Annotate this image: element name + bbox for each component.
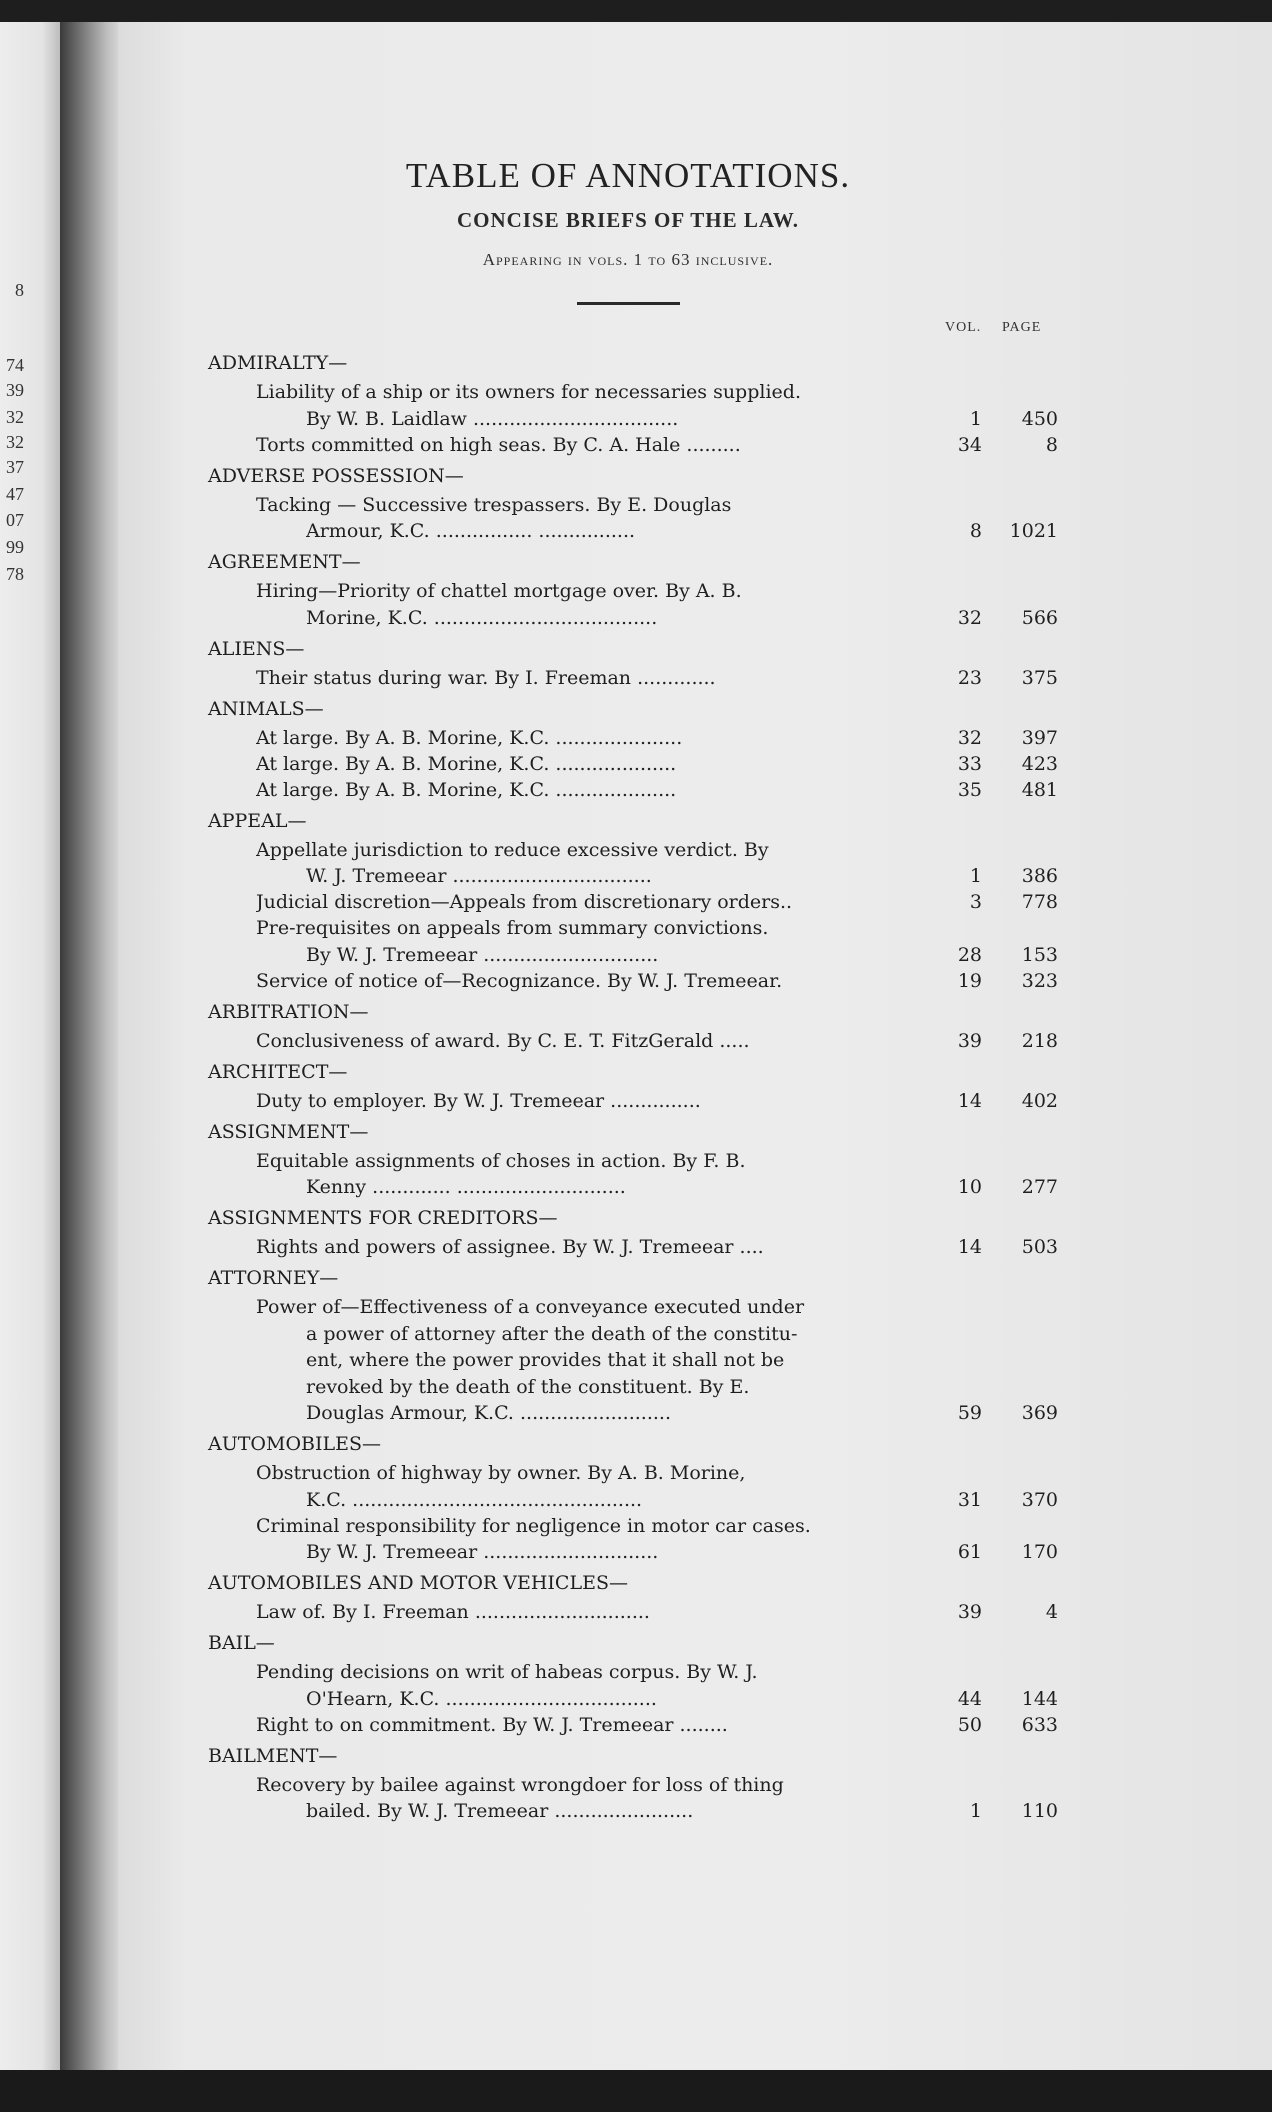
- entry-text: Pre-requisites on appeals from summary convictions.: [256, 917, 769, 939]
- column-header-vol: VOL.: [945, 320, 982, 335]
- left-page-margin-number: 32: [6, 407, 24, 427]
- entry-page: 633: [1021, 1713, 1058, 1736]
- entry-page: 8: [1045, 433, 1058, 456]
- section-heading: ALIENS—: [208, 637, 305, 660]
- bottom-shadow: [0, 2070, 1272, 2112]
- entry-text: By W. J. Tremeear .............................: [306, 1541, 659, 1563]
- title-rule: [577, 302, 680, 305]
- entry-volume: 8: [969, 520, 982, 542]
- entry-volume: 31: [957, 1488, 982, 1511]
- entry-text: Judicial discretion—Appeals from discretionary orders..: [256, 891, 793, 913]
- entry-volume: 28: [957, 943, 982, 966]
- entry-volume: 32: [957, 606, 982, 629]
- entry-volume: 61: [957, 1541, 982, 1563]
- entry-text: Conclusiveness of award. By C. E. T. FitzGerald .....: [256, 1029, 750, 1052]
- section-heading: ADVERSE POSSESSION—: [208, 464, 464, 487]
- entry-text: Rights and powers of assignee. By W. J. Tremeear ....: [256, 1236, 764, 1258]
- entry-text: Hiring—Priority of chattel mortgage over. By A. B.: [256, 580, 742, 602]
- entry-page: 153: [1021, 943, 1058, 966]
- entry-text: By W. J. Tremeear .............................: [306, 943, 659, 966]
- entry-page: 144: [1021, 1687, 1058, 1710]
- entry-text: Kenny ............. ............................: [306, 1176, 626, 1198]
- section-heading: ANIMALS—: [208, 697, 324, 720]
- entry-text: Equitable assignments of choses in action. By F. B.: [256, 1149, 746, 1172]
- entry-page: 481: [1021, 778, 1058, 801]
- entry-volume: 39: [957, 1029, 982, 1052]
- section-heading: AUTOMOBILES—: [208, 1433, 381, 1455]
- entry-volume: 1: [969, 865, 982, 887]
- entry-text: bailed. By W. J. Tremeear .......................: [306, 1800, 694, 1822]
- entry-volume: 50: [957, 1713, 982, 1736]
- entry-volume: 1: [969, 407, 982, 430]
- entry-volume: 14: [957, 1236, 982, 1258]
- entry-text: K.C. ................................................: [306, 1488, 643, 1511]
- entry-text: Douglas Armour, K.C. .........................: [306, 1402, 671, 1424]
- page-coverage-note: Appearing in vols. 1 to 63 inclusive.: [482, 250, 774, 269]
- entry-text: Power of—Effectiveness of a conveyance executed under: [256, 1296, 805, 1318]
- entry-text: W. J. Tremeear .................................: [306, 865, 652, 887]
- entry-page: 277: [1021, 1176, 1058, 1198]
- left-page-margin-number: 99: [6, 537, 24, 557]
- entry-page: 170: [1021, 1541, 1058, 1563]
- entry-text: ent, where the power provides that it shall not be: [306, 1349, 785, 1371]
- entry-text: By W. B. Laidlaw ..................................: [306, 407, 679, 430]
- entry-page: 386: [1021, 865, 1058, 887]
- entry-text: At large. By A. B. Morine, K.C. ....................: [256, 778, 677, 801]
- left-page-margin-number: 74: [6, 355, 24, 375]
- entry-page: 370: [1021, 1488, 1058, 1511]
- entry-text: Right to on commitment. By W. J. Tremeear ........: [256, 1713, 728, 1736]
- entry-text: a power of attorney after the death of the constitu-: [306, 1322, 798, 1345]
- entry-volume: 33: [957, 752, 982, 775]
- section-heading: ASSIGNMENT—: [208, 1120, 369, 1143]
- entry-page: 369: [1021, 1402, 1058, 1424]
- left-page-margin-number: 37: [6, 457, 24, 477]
- entry-volume: 39: [957, 1601, 982, 1623]
- entry-volume: 32: [957, 726, 982, 749]
- entry-text: Morine, K.C. .....................................: [306, 606, 658, 629]
- entry-volume: 35: [957, 778, 982, 801]
- entry-volume: 44: [957, 1687, 982, 1710]
- entry-text: At large. By A. B. Morine, K.C. ....................: [256, 752, 677, 775]
- section-heading: ASSIGNMENTS FOR CREDITORS—: [208, 1207, 558, 1229]
- section-heading: ARCHITECT—: [208, 1060, 348, 1083]
- entry-volume: 1: [969, 1800, 982, 1822]
- left-page-margin-number: 07: [6, 510, 24, 530]
- entry-text: Tacking — Successive trespassers. By E. Douglas: [256, 493, 732, 516]
- entry-page: 566: [1021, 606, 1058, 629]
- entry-text: revoked by the death of the constituent. By E.: [306, 1375, 750, 1398]
- section-heading: AUTOMOBILES AND MOTOR VEHICLES—: [208, 1572, 628, 1594]
- section-heading: APPEAL—: [208, 809, 307, 832]
- left-page-margin-number: 78: [6, 564, 24, 584]
- entry-volume: 23: [957, 666, 982, 689]
- entry-page: 1021: [1009, 520, 1058, 542]
- entry-volume: 14: [957, 1089, 982, 1112]
- page-title: TABLE OF ANNOTATIONS.: [405, 156, 851, 195]
- page-subtitle: CONCISE BRIEFS OF THE LAW.: [456, 208, 800, 232]
- entry-page: 375: [1021, 666, 1058, 689]
- entry-text: Armour, K.C. ................ ................: [306, 520, 636, 542]
- entry-text: O'Hearn, K.C. ...................................: [306, 1687, 657, 1710]
- entry-volume: 59: [957, 1402, 982, 1424]
- left-page-margin-number: 47: [6, 484, 24, 504]
- entry-text: Appellate jurisdiction to reduce excessive verdict. By: [256, 838, 769, 861]
- entry-volume: 34: [957, 433, 982, 456]
- left-page-margin-number: 8: [15, 280, 24, 300]
- entry-page: 110: [1021, 1800, 1058, 1822]
- section-heading: BAIL—: [208, 1632, 275, 1654]
- left-page-margin-number: 32: [6, 432, 24, 452]
- section-heading: ADMIRALTY—: [208, 352, 348, 374]
- entry-page: 4: [1045, 1601, 1058, 1623]
- entry-text: Pending decisions on writ of habeas corpus. By W. J.: [256, 1661, 758, 1683]
- entry-page: 218: [1021, 1029, 1058, 1052]
- entry-page: 402: [1021, 1089, 1058, 1112]
- entry-text: Their status during war. By I. Freeman .............: [256, 666, 716, 689]
- entry-text: At large. By A. B. Morine, K.C. .....................: [256, 726, 683, 749]
- entry-text: Recovery by bailee against wrongdoer for loss of thing: [256, 1773, 784, 1796]
- entry-volume: 10: [957, 1176, 982, 1198]
- entry-text: Obstruction of highway by owner. By A. B. Morine,: [256, 1462, 746, 1484]
- entry-text: Duty to employer. By W. J. Tremeear ...............: [256, 1089, 701, 1112]
- entry-page: 450: [1021, 407, 1058, 430]
- section-heading: BAILMENT—: [208, 1744, 338, 1767]
- section-heading: AGREEMENT—: [208, 551, 361, 573]
- section-heading: ATTORNEY—: [208, 1267, 339, 1289]
- book-gutter: [60, 22, 122, 2072]
- left-page-edge: [0, 22, 60, 2072]
- entry-text: Law of. By I. Freeman .............................: [256, 1601, 650, 1623]
- left-page-margin-number: 39: [6, 380, 24, 400]
- section-heading: ARBITRATION—: [208, 1000, 369, 1023]
- entry-page: 503: [1021, 1236, 1058, 1258]
- entry-text: Torts committed on high seas. By C. A. Hale .........: [256, 433, 741, 456]
- entry-text: Criminal responsibility for negligence in motor car cases.: [256, 1514, 811, 1537]
- entry-page: 397: [1021, 726, 1058, 749]
- entry-page: 778: [1021, 891, 1058, 913]
- entry-volume: 3: [969, 891, 982, 913]
- entry-text: Liability of a ship or its owners for necessaries supplied.: [256, 381, 801, 403]
- entry-volume: 19: [957, 969, 982, 992]
- entry-page: 423: [1021, 752, 1058, 775]
- entry-text: Service of notice of—Recognizance. By W. J. Tremeear.: [256, 969, 783, 992]
- column-header-page: PAGE: [1002, 320, 1042, 335]
- entry-page: 323: [1021, 969, 1058, 992]
